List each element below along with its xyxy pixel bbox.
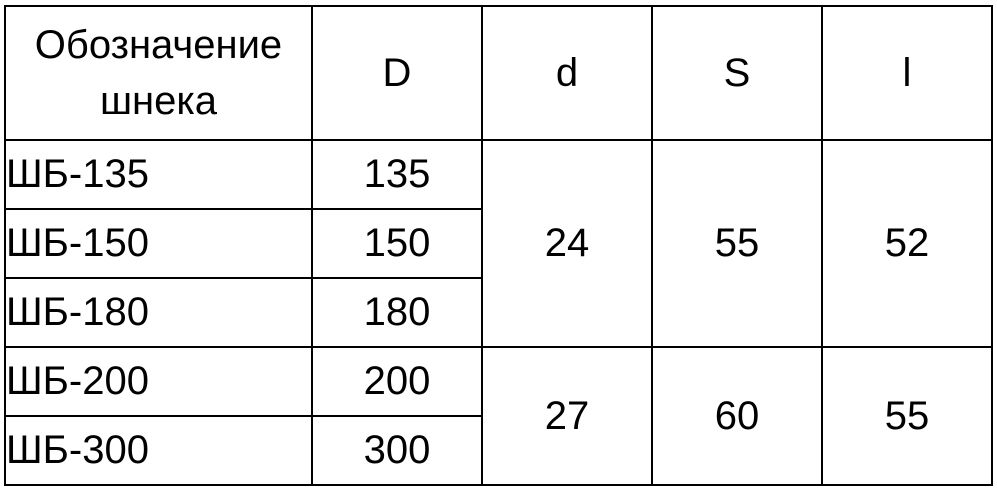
spec-table-container: [4, 5, 993, 486]
cell-designation: ШБ-200: [5, 347, 312, 416]
cell-l-group-2: 55: [822, 347, 992, 485]
cell-designation: ШБ-150: [5, 209, 312, 278]
header-S: S: [652, 6, 822, 140]
cell-S-group-2: 60: [652, 347, 822, 485]
cell-D: 300: [312, 416, 482, 485]
table-row: [5, 347, 992, 416]
auger-spec-table: [4, 5, 993, 486]
header-D: D: [312, 6, 482, 140]
header-d: d: [482, 6, 652, 140]
header-l: l: [822, 6, 992, 140]
cell-D: 150: [312, 209, 482, 278]
cell-D: 200: [312, 347, 482, 416]
cell-D: 135: [312, 140, 482, 209]
header-designation: Обозначение шнека: [5, 6, 312, 140]
cell-designation: ШБ-180: [5, 278, 312, 347]
cell-d-group-1: 24: [482, 140, 652, 347]
cell-S-group-1: 55: [652, 140, 822, 347]
cell-designation: ШБ-300: [5, 416, 312, 485]
header-row: [5, 6, 992, 140]
table-row: [5, 140, 992, 209]
cell-l-group-1: 52: [822, 140, 992, 347]
cell-d-group-2: 27: [482, 347, 652, 485]
cell-D: 180: [312, 278, 482, 347]
cell-designation: ШБ-135: [5, 140, 312, 209]
